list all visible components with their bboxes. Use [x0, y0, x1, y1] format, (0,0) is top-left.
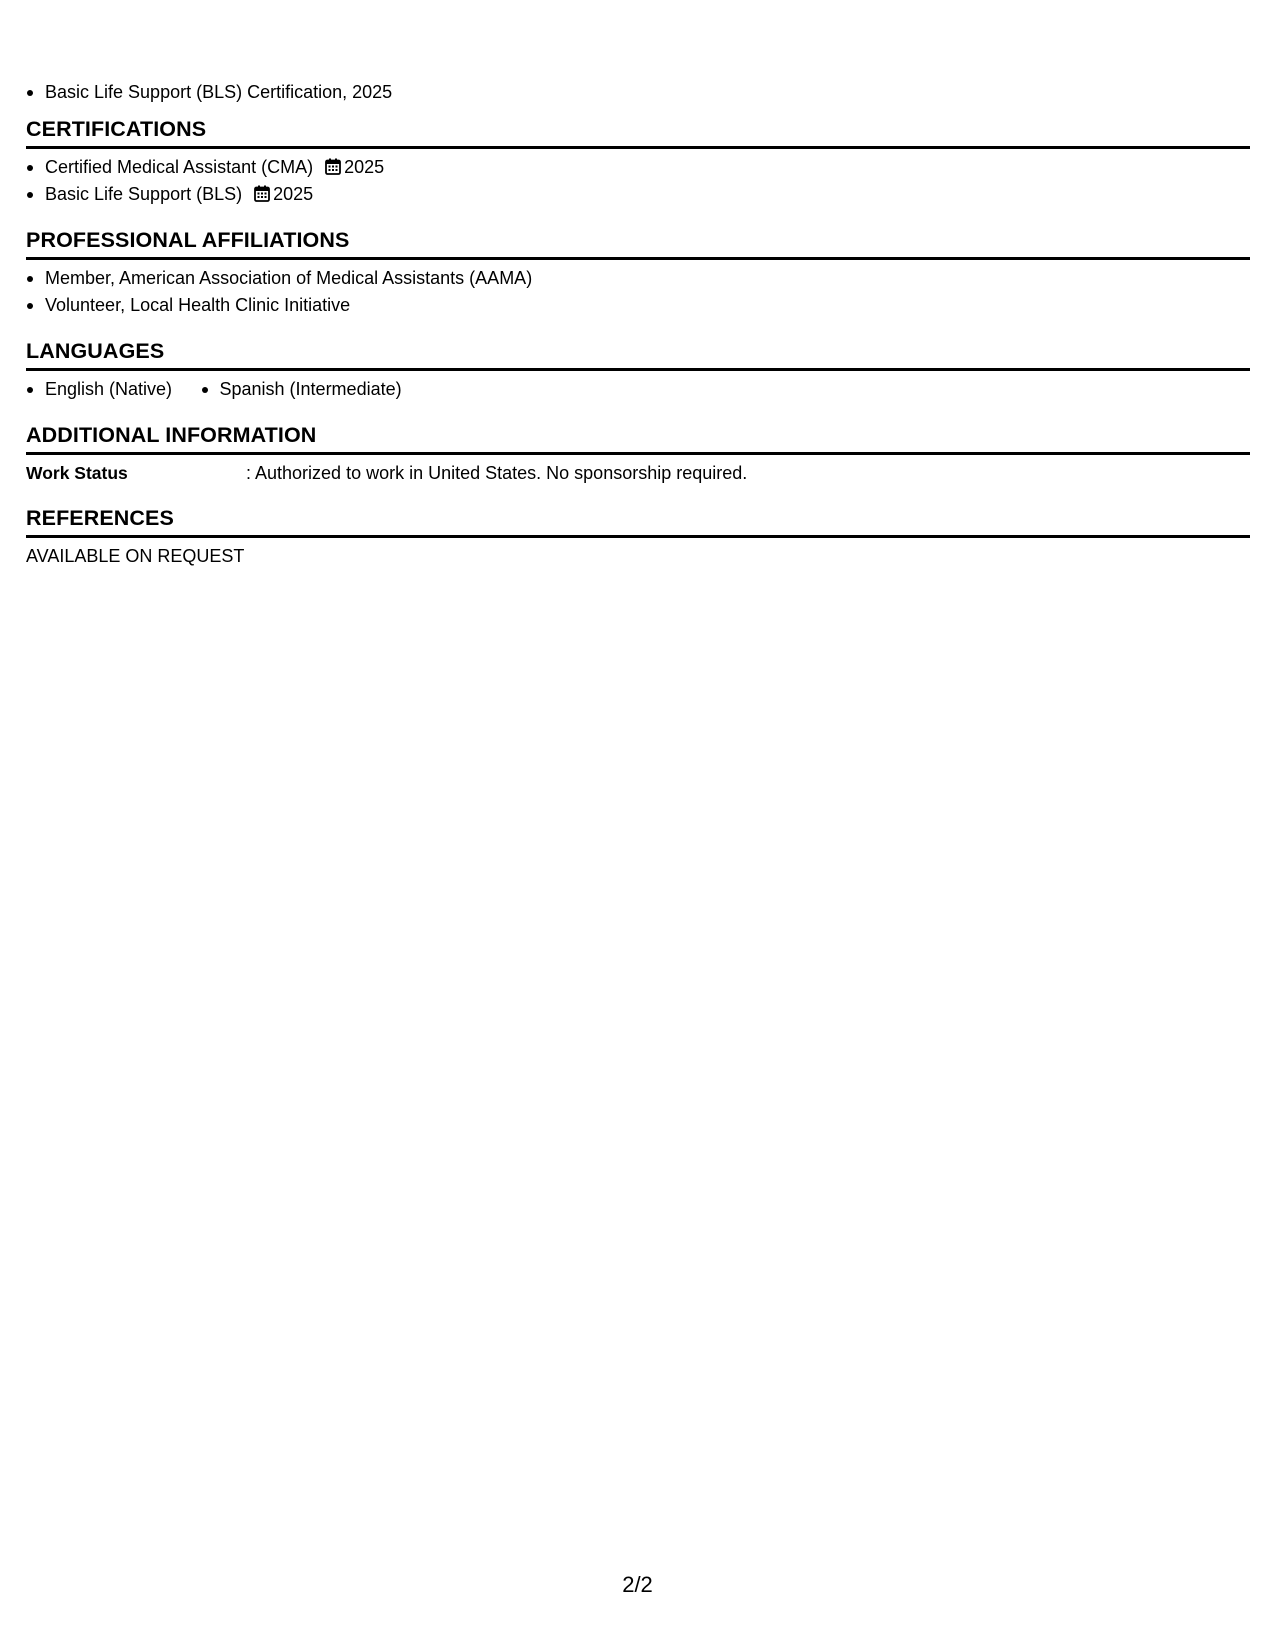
certifications-section: [26, 115, 1250, 208]
list-item: Member, American Association of Medical Assistants (AAMA): [26, 265, 1250, 292]
list-item: [26, 154, 1250, 181]
work-status-value: : Authorized to work in United States. No sponsorship required.: [246, 463, 748, 483]
section-title-certifications: CERTIFICATIONS: [26, 117, 207, 141]
certification-name: Certified Medical Assistant (CMA): [45, 157, 314, 177]
work-status-row: [26, 460, 1250, 487]
certification-name: Basic Life Support (BLS): [45, 184, 243, 204]
section-divider: [26, 146, 1250, 149]
certification-year: 2025: [273, 184, 314, 204]
work-status-label: Work Status: [26, 463, 128, 483]
section-divider: [26, 535, 1250, 538]
section-divider: [26, 368, 1250, 371]
certifications-list: [26, 154, 1250, 208]
references-section: [26, 504, 1250, 570]
list-item: English (Native): [26, 376, 172, 403]
calendar-icon: [325, 156, 341, 183]
languages-section: [26, 337, 1250, 403]
calendar-icon: [254, 183, 270, 210]
list-item: Spanish (Intermediate): [201, 376, 402, 403]
section-title-languages: LANGUAGES: [26, 339, 165, 363]
section-title-references: REFERENCES: [26, 506, 174, 530]
additional-information-section: [26, 421, 1250, 487]
list-item: [26, 181, 1250, 208]
education-continued-list: [26, 79, 392, 106]
list-item: Volunteer, Local Health Clinic Initiative: [26, 292, 1250, 319]
list-item: Basic Life Support (BLS) Certification, 2025: [26, 79, 392, 106]
languages-list: [26, 376, 1250, 403]
page-number: 2/2: [622, 1572, 653, 1597]
certification-year: 2025: [344, 157, 385, 177]
section-divider: [26, 257, 1250, 260]
section-title-additional-information: ADDITIONAL INFORMATION: [26, 423, 317, 447]
affiliations-section: [26, 226, 1250, 319]
references-text: AVAILABLE ON REQUEST: [26, 546, 245, 566]
affiliations-list: [26, 265, 1250, 319]
section-title-affiliations: PROFESSIONAL AFFILIATIONS: [26, 228, 350, 252]
section-divider: [26, 452, 1250, 455]
